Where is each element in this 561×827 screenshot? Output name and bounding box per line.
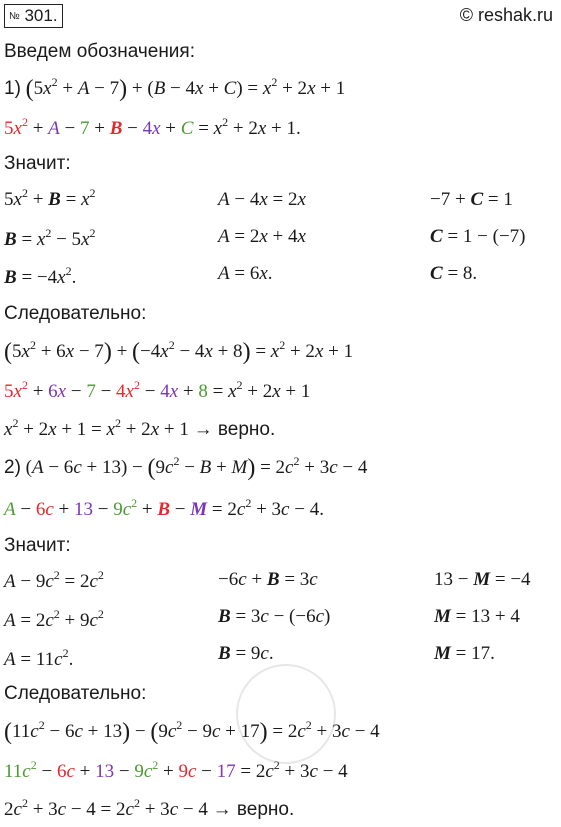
intro-text: Введем обозначения:: [4, 41, 195, 62]
p1-col2-row3: A = 6x.: [218, 263, 273, 284]
p1-col3-row3: C = 8.: [430, 263, 478, 284]
p2-verification: $2c^2 + 3c - 4 = 2c^2 + 3c - 4$ → верно.: [4, 796, 295, 820]
site-credit: © reshak.ru: [459, 5, 553, 25]
part2-colored-equation: $A - 6c + 13 - 9c^2 + B - M = 2c^2 + 3c - 4$.: [4, 496, 324, 520]
problem-number: 301.: [24, 6, 58, 25]
p1-col2-row2: A = 2x + 4x: [218, 226, 306, 247]
znachit-label-1: Значит:: [4, 153, 71, 174]
p1-col1-row1: $5x^2 + B = x^2$: [4, 186, 96, 210]
problem-badge: № 301.: [4, 4, 63, 28]
p1-substituted: $(5x^2 + 6x - 7) + (-4x^2 - 4x + 8) = x^2 + 2x + 1$: [4, 338, 354, 365]
p1-verification: $x^2 + 2x + 1 = x^2 + 2x + 1$ → верно.: [4, 416, 276, 440]
p2-substituted-colored: $11c^2 - 6c + 13 - 9c^2 + 9c - 17 = 2c^2 + 3c - 4$: [4, 758, 348, 782]
p2-col2-row3: B = 9c.: [218, 643, 274, 664]
p2-col1-row3: $A = 11c^2$.: [4, 646, 74, 670]
p1-col1-row3: $B = -4x^2$.: [4, 264, 77, 288]
p1-col1-row2: $B = x^2 - 5x^2$: [4, 226, 96, 250]
watermark-seal: [236, 664, 336, 764]
part1-colored-equation: $5x^2 + A - 7 + B - 4x + C = x^2 + 2x + 1$.: [4, 115, 301, 139]
p2-col3-row1: 13 − M = −4: [434, 569, 531, 590]
p1-col3-row1: −7 + C = 1: [430, 189, 513, 210]
p1-substituted-colored: $5x^2 + 6x - 7 - 4x^2 - 4x + 8 = x^2 + 2x + 1$: [4, 378, 311, 402]
p2-col3-row2: M = 13 + 4: [434, 606, 520, 627]
p2-substituted: $(11c^2 - 6c + 13) - (9c^2 - 9c + 17) = 2c^2 + 3c - 4$: [4, 718, 380, 745]
sledovatelno-label-1: Следовательно:: [4, 303, 147, 324]
p1-col2-row1: A − 4x = 2x: [218, 189, 306, 210]
znachit-label-2: Значит:: [4, 535, 71, 556]
part1-equation: 1) $(5x^2 + A - 7) + (B - 4x + C) = x^2 + 2x + 1$: [4, 75, 346, 102]
sledovatelno-label-2: Следовательно:: [4, 683, 147, 704]
p2-col3-row3: M = 17.: [434, 643, 495, 664]
p1-col3-row2: C = 1 − (−7): [430, 226, 526, 247]
p2-col2-row2: B = 3c − (−6c): [218, 606, 331, 627]
p2-col1-row1: $A - 9c^2 = 2c^2$: [4, 568, 104, 592]
part2-equation: 2) $(A - 6c + 13) - (9c^2 - B + M) = 2c^2 + 3c - 4$: [4, 454, 368, 481]
p2-col2-row1: −6c + B = 3c: [218, 569, 318, 590]
p2-col1-row2: $A = 2c^2 + 9c^2$: [4, 607, 104, 631]
